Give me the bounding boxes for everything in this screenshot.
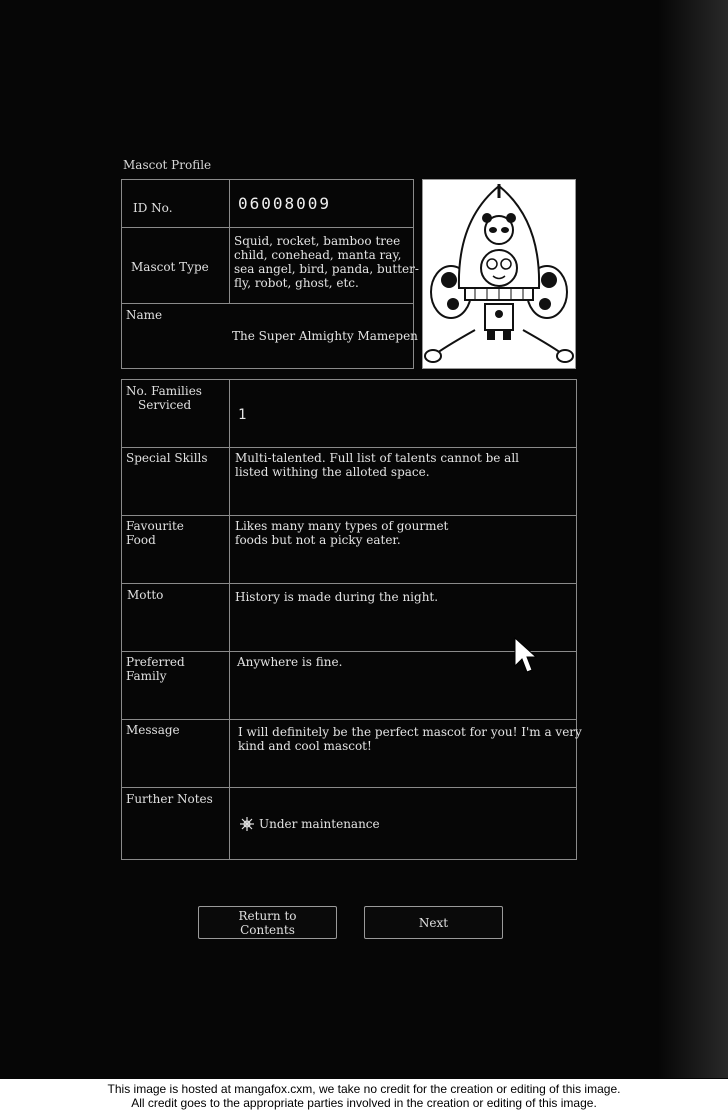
message-label: Message bbox=[126, 723, 180, 737]
families-label-line2: Serviced bbox=[138, 398, 192, 412]
skills-value-line2: listed withing the alloted space. bbox=[235, 465, 430, 479]
notes-value: Under maintenance bbox=[259, 817, 380, 831]
food-label-line1: Favourite bbox=[126, 519, 184, 533]
return-button-label-line2: Contents bbox=[240, 922, 295, 937]
notes-label: Further Notes bbox=[126, 792, 213, 806]
type-value-line4: fly, robot, ghost, etc. bbox=[234, 276, 359, 290]
mascot-portrait-icon bbox=[423, 180, 575, 368]
id-label: ID No. bbox=[133, 201, 173, 215]
name-value: The Super Almighty Mamepen bbox=[232, 329, 418, 343]
mouse-pointer-icon bbox=[513, 636, 537, 676]
edge-shade bbox=[658, 0, 728, 1078]
food-label-line2: Food bbox=[126, 533, 156, 547]
type-value-line1: Squid, rocket, bamboo tree bbox=[234, 234, 401, 248]
return-button-label-line1: Return to bbox=[238, 908, 297, 923]
mascot-portrait bbox=[422, 179, 576, 369]
motto-value: History is made during the night. bbox=[235, 590, 439, 604]
footer-line2: All credit goes to the appropriate parties involved in the creation or editing of this image. bbox=[131, 1096, 597, 1110]
type-value-line2: child, conehead, manta ray, bbox=[234, 248, 402, 262]
type-value-line3: sea angel, bird, panda, butter- bbox=[234, 262, 419, 276]
preferred-family-value: Anywhere is fine. bbox=[237, 655, 343, 669]
motto-label: Motto bbox=[127, 588, 164, 602]
food-value-line1: Likes many many types of gourmet bbox=[235, 519, 449, 533]
message-value-line1: I will definitely be the perfect mascot for you! I'm a very bbox=[238, 725, 582, 739]
panel-title: Mascot Profile bbox=[123, 158, 212, 172]
type-label: Mascot Type bbox=[131, 260, 209, 274]
skills-value-line1: Multi-talented. Full list of talents cannot be all bbox=[235, 451, 520, 465]
name-label: Name bbox=[126, 308, 163, 322]
message-value-line2: kind and cool mascot! bbox=[238, 739, 372, 753]
preferred-family-label-line2: Family bbox=[126, 669, 167, 683]
id-value: 06008009 bbox=[238, 194, 332, 213]
footer-line1: This image is hosted at mangafox.cxm, we take no credit for the creation or editing of this image. bbox=[107, 1082, 621, 1096]
footer-credit bbox=[0, 1079, 728, 1113]
preferred-family-label-line1: Preferred bbox=[126, 655, 185, 669]
food-value-line2: foods but not a picky eater. bbox=[235, 533, 401, 547]
next-button[interactable]: Next bbox=[364, 906, 503, 939]
gear-star-icon bbox=[240, 817, 254, 831]
return-to-contents-button[interactable] bbox=[198, 906, 337, 939]
skills-label: Special Skills bbox=[126, 451, 208, 465]
families-value: 1 bbox=[238, 407, 247, 423]
families-label-line1: No. Families bbox=[126, 384, 202, 398]
